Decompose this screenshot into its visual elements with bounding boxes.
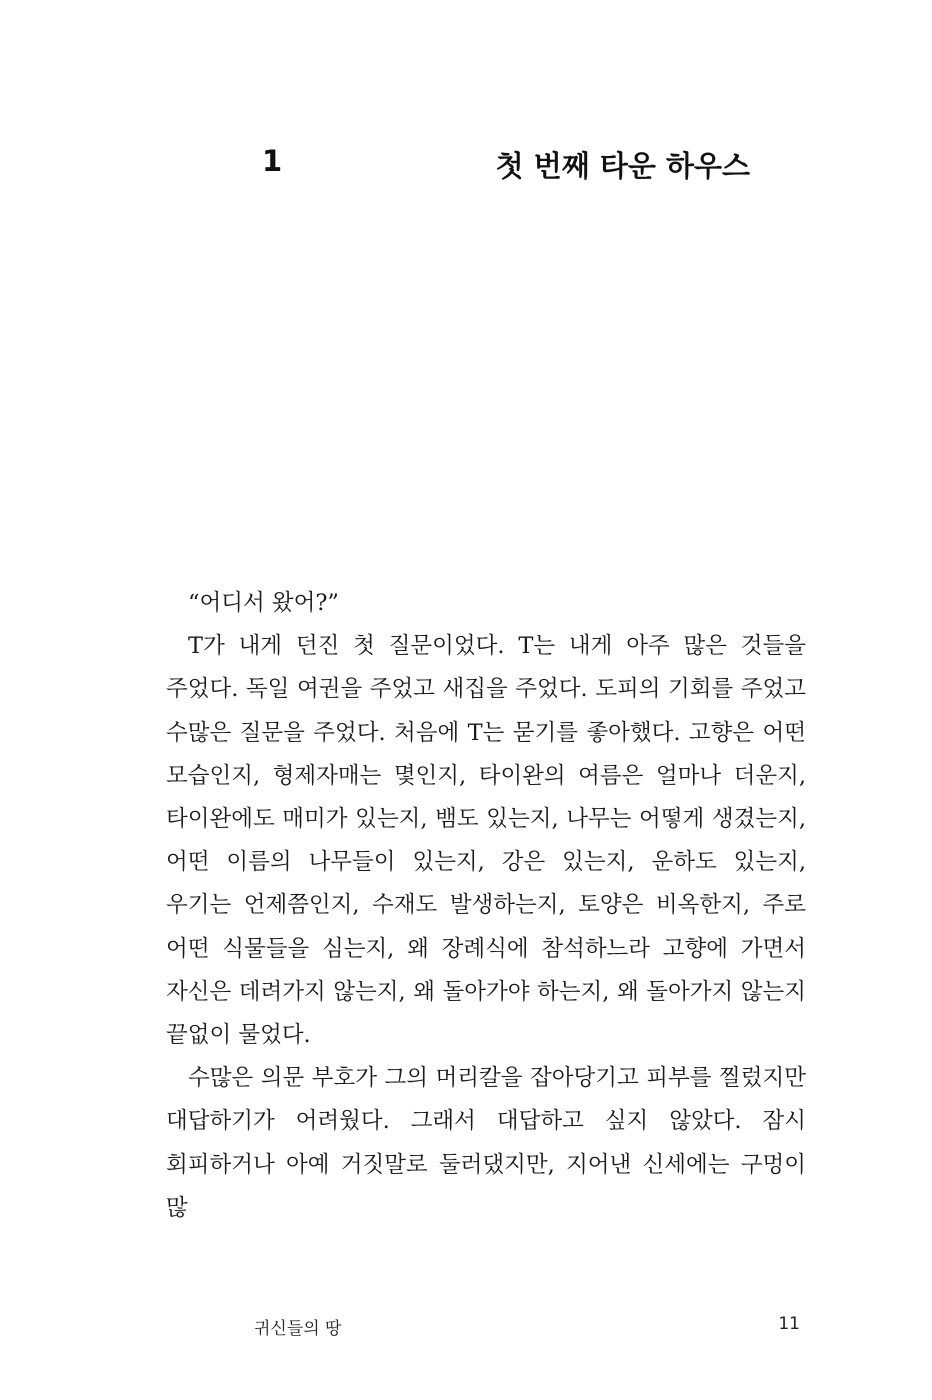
paragraph: T가 내게 던진 첫 질문이었다. T는 내게 아주 많은 것들을 주었다. 독일 여권을 주었고 새집을 주었다. 도피의 기회를 주었고 수많은 질문을 주었다. 처음에 T는 묻기를 좋아했다. 고향은 어떤 모습인지, 형제자매는 몇인지, 타이완의 여름은 얼마나 더운지, 타이완에도 매미가 있는지, 뱀도 있는지, 나무는 어떻게 생겼는지, 어떤 이름의 나무들이 있는지, 강은 있는지, 운하도 있는지, 우기는 언제쯤인지, 수재도 발생하는지, 토양은 비옥한지, 주로 어떤 식물들을 심는지, 왜 장례식에 참석하느라 고향에 가면서 자신은 데려가지 않는지, 왜 돌아가야 하는지, 왜 돌아가지 않는지 끝없이 물었다.: [166, 633, 806, 1049]
chapter-title: 첫 번째 타운 하우스: [495, 149, 750, 183]
running-footer-book-title: 귀신들의 땅: [254, 1319, 342, 1339]
paragraph: “어디서 왔어?”: [188, 590, 339, 616]
body-text: [166, 582, 806, 1230]
chapter-header: [0, 140, 932, 188]
paragraph: 수많은 의문 부호가 그의 머리칼을 잡아당기고 피부를 찔렀지만 대답하기가 어려웠다. 그래서 대답하고 싶지 않았다. 잠시 회피하거나 아예 거짓말로 둘러댔지만, 지어낸 신세에는 구멍이 많: [166, 1065, 806, 1221]
chapter-number: 1: [262, 144, 283, 178]
page-footer: [0, 1312, 932, 1342]
page-number: 11: [778, 1314, 800, 1334]
